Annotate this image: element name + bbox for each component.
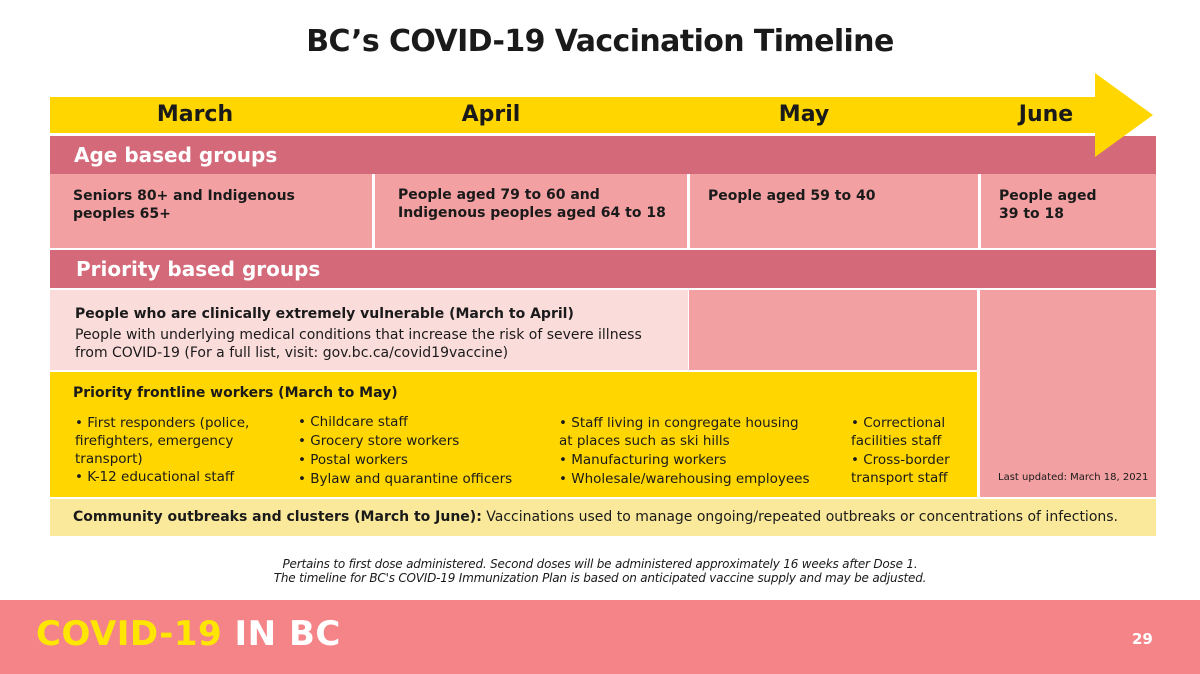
may-empty-cell <box>689 290 977 370</box>
footnote: Pertains to first dose administered. Second doses will be administered approximately 16 weeks after Dose 1. <box>282 557 918 571</box>
age-groups-heading: Age based groups <box>50 136 1156 174</box>
footnotes <box>0 557 1200 585</box>
frontline-column-1 <box>75 414 275 486</box>
list-item: • Wholesale/warehousing employees <box>559 471 810 487</box>
age-cell-may: People aged 59 to 40 <box>708 188 876 204</box>
frontline-column-2 <box>298 413 538 488</box>
list-item: • Cross-border transport staff <box>851 452 950 486</box>
frontline-column-4 <box>851 414 966 487</box>
list-item: • Grocery store workers <box>298 433 460 449</box>
priority-groups-heading: Priority based groups <box>50 250 1156 288</box>
age-cell-april: People aged 79 to 60 and Indigenous peoples aged 64 to 18 <box>398 187 666 221</box>
month-june: June <box>1018 102 1074 127</box>
divider <box>372 174 375 248</box>
page-title: BC’s COVID-19 Vaccination Timeline <box>306 24 894 59</box>
list-item: • First responders (police, firefighters, emergency transport) <box>75 415 250 467</box>
community-row <box>73 508 1153 526</box>
list-item: • Correctional facilities staff <box>851 415 946 449</box>
community-label: Community outbreaks and clusters (March to June): <box>73 509 482 525</box>
list-item: • Staff living in congregate housing at places such as ski hills <box>559 415 799 449</box>
divider <box>687 174 690 248</box>
age-cell-june: People aged 39 to 18 <box>999 188 1097 222</box>
divider <box>978 174 981 248</box>
june-empty-cell <box>980 290 1156 497</box>
month-april: April <box>461 102 521 127</box>
frontline-title: Priority frontline workers (March to May) <box>73 385 398 401</box>
list-item: • Bylaw and quarantine officers <box>298 471 513 487</box>
age-cell-march: Seniors 80+ and Indigenous peoples 65+ <box>73 188 295 222</box>
footnote: The timeline for BC's COVID-19 Immunization Plan is based on anticipated vaccine supply and may be adjusted. <box>273 571 927 585</box>
month-march: March <box>156 102 234 127</box>
vulnerable-description: People with underlying medical conditions that increase the risk of severe illness from COVID-19 (For a full list, visit: gov.bc.ca/covid19vaccine) <box>75 327 642 361</box>
brand-part-2: IN BC <box>222 614 341 654</box>
list-item: • Manufacturing workers <box>559 452 727 468</box>
list-item: • K-12 educational staff <box>75 469 235 485</box>
last-updated: Last updated: March 18, 2021 <box>998 472 1149 483</box>
community-text: Vaccinations used to manage ongoing/repeated outbreaks or concentrations of infections. <box>481 509 1118 525</box>
month-may: May <box>778 102 830 127</box>
list-item: • Postal workers <box>298 452 408 468</box>
frontline-column-3 <box>559 414 814 488</box>
brand-logo <box>36 614 341 654</box>
brand-part-1: COVID-19 <box>36 614 223 654</box>
page-number: 29 <box>1132 630 1153 648</box>
vulnerable-title: People who are clinically extremely vulnerable (March to April) <box>75 306 574 322</box>
list-item: • Childcare staff <box>298 414 408 430</box>
